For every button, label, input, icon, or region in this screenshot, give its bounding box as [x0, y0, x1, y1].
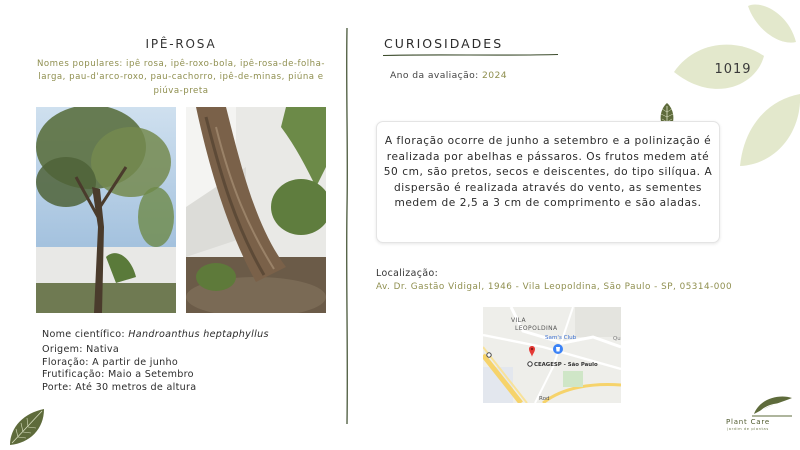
leaf-top-icon — [748, 5, 796, 43]
plant-info — [42, 329, 269, 395]
map-street-bottom: Rod — [539, 396, 550, 402]
map-poi-sams: Sam's Club — [545, 335, 577, 341]
title-underline — [383, 53, 558, 57]
corner-leaf-icon — [6, 405, 48, 447]
curiosities-text: A floração ocorre de junho a setembro e a polinização é realizada por abelhas e pássaros. Os frutos medem até 50 cm, são pretos, secos e deiscentes, do tipo silíqua. A dispersão é realizada através do vento, as sementes medem de 2,5 a 3 cm de comprimento e são aladas. — [383, 135, 713, 210]
poi-marker-icon — [553, 344, 563, 354]
trunk-photo — [186, 107, 326, 313]
tree-photo — [36, 107, 176, 313]
leaf-bottom-icon — [740, 94, 800, 166]
scientific-label: Nome científico: — [42, 329, 125, 340]
year-value: 2024 — [482, 70, 507, 81]
map-district-line1: VILA — [511, 317, 527, 324]
record-number: 1019 — [714, 62, 752, 77]
plant-title: IPÊ-ROSA — [145, 37, 217, 51]
location-address[interactable]: Av. Dr. Gastão Vidigal, 1946 - Vila Leopoldina, São Paulo - SP, 05314-000 — [376, 282, 733, 292]
fruiting-row: Frutificação: Maio a Setembro — [42, 369, 194, 381]
location-label: Localização: — [376, 268, 439, 279]
origin-row: Origem: Nativa — [42, 343, 120, 355]
map-district-line2: LEOPOLDINA — [515, 325, 558, 332]
scientific-name-row — [42, 329, 269, 342]
size-row: Porte: Até 30 metros de altura — [42, 382, 197, 394]
brand-name: Plant Care — [725, 418, 771, 426]
brand-subtitle: jardim de plantas — [727, 427, 769, 431]
map-edge-label: Qu — [613, 336, 621, 342]
popular-names: Nomes populares: ipê rosa, ipê-roxo-bola, ipê-rosa-de-folha-larga, pau-d'arco-roxo, pau-cachorro, ipê-de-minas, piúna e piúva-preta — [37, 59, 325, 96]
flowering-row: Floração: A partir de junho — [42, 356, 179, 368]
location-map[interactable] — [483, 307, 621, 403]
curiosities-title: CURIOSIDADES — [384, 36, 504, 51]
plant-care-logo-icon — [724, 392, 800, 418]
year-label: Ano da avaliação: — [390, 70, 479, 81]
column-divider — [345, 28, 349, 424]
evaluation-year — [390, 70, 507, 81]
scientific-name: Handroanthus heptaphyllus — [128, 329, 269, 340]
map-poi-ceagesp: CEAGESP - São Paulo — [534, 362, 598, 368]
